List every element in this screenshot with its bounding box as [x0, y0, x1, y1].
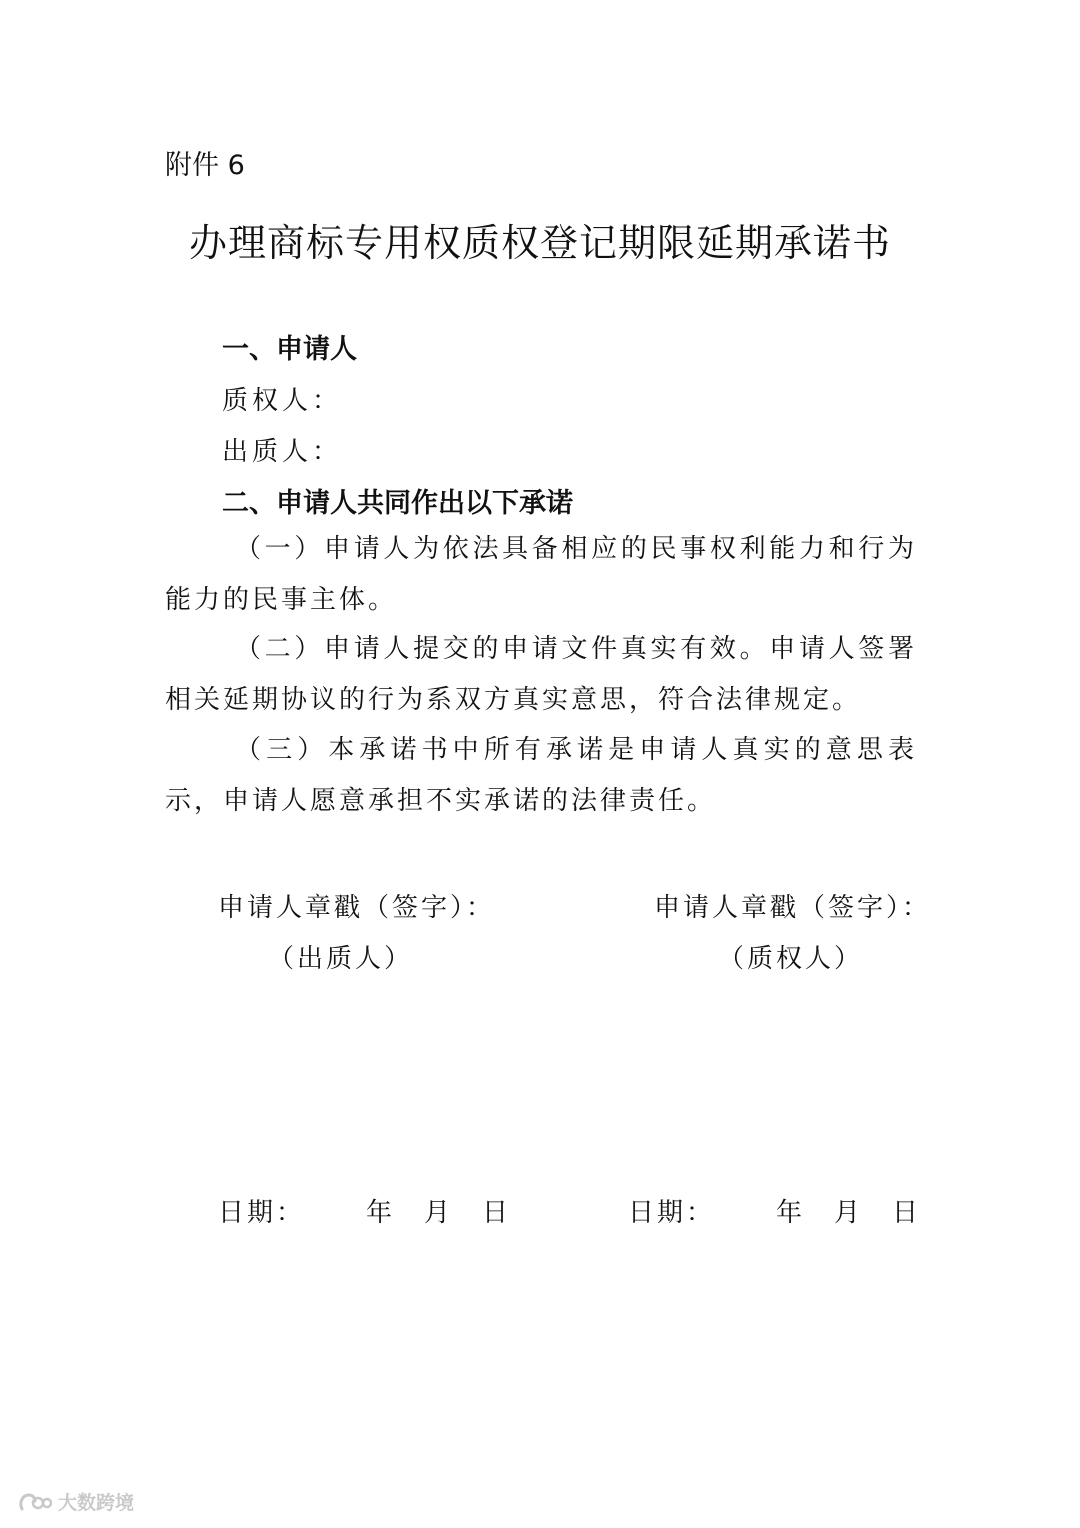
signature-role-pledgor: （出质人） — [268, 944, 414, 974]
page-title: 办理商标专用权质权登记期限延期承诺书 — [188, 221, 891, 265]
section-heading-applicant: 一、申请人 — [222, 334, 357, 365]
commitment-item-1: （一）申请人为依法具备相应的民事权利能力和行为能力的民事主体。 — [165, 534, 917, 615]
signature-label-right: 申请人章戳（签字）： — [654, 893, 932, 923]
section-heading-commitments: 二、申请人共同作出以下承诺 — [222, 488, 573, 519]
brand-logo-icon — [18, 1491, 52, 1513]
date-label-right: 日期： — [628, 1198, 716, 1228]
date-year-left: 年 — [366, 1198, 396, 1228]
signature-label-left: 申请人章戳（签字）： — [218, 893, 496, 923]
watermark-text: 大数跨境 — [58, 1492, 135, 1514]
date-month-left: 月 — [424, 1198, 454, 1228]
date-day-left: 日 — [482, 1198, 512, 1228]
watermark — [18, 1488, 134, 1515]
pledgee-label: 质权人： — [222, 386, 343, 416]
signature-role-pledgee: （质权人） — [718, 944, 864, 974]
attachment-label: 附件 6 — [165, 150, 245, 181]
date-year-right: 年 — [776, 1198, 806, 1228]
date-label-left: 日期： — [218, 1198, 306, 1228]
date-day-right: 日 — [892, 1198, 922, 1228]
commitment-item-3: （三）本承诺书中所有承诺是申请人真实的意思表示，申请人愿意承担不实承诺的法律责任。 — [165, 735, 917, 816]
pledgor-label: 出质人： — [222, 437, 343, 467]
commitment-item-2: （二）申请人提交的申请文件真实有效。申请人签署相关延期协议的行为系双方真实意思，符合法律规定。 — [165, 634, 917, 715]
date-month-right: 月 — [834, 1198, 864, 1228]
